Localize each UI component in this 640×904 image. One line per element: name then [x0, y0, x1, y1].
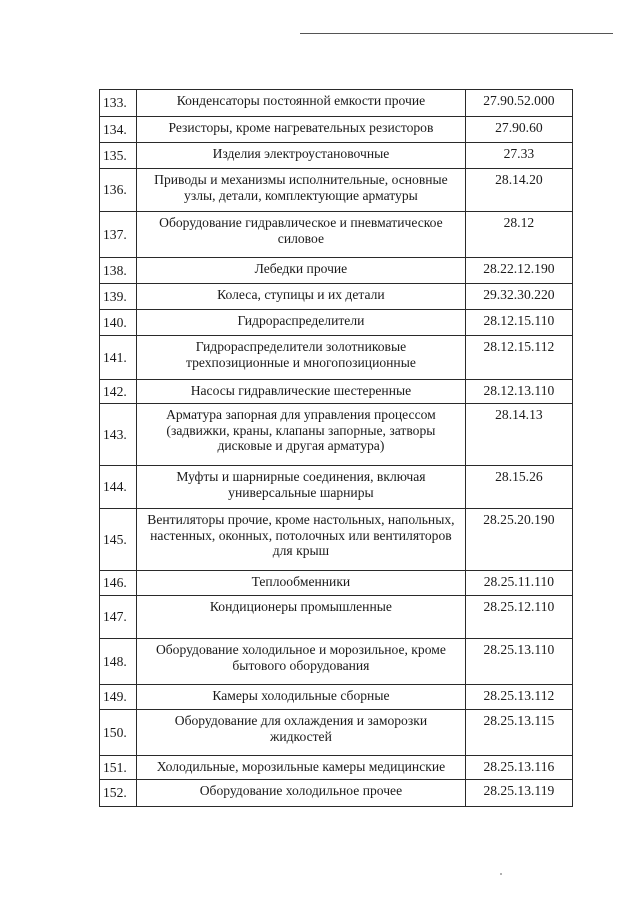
item-name: Колеса, ступицы и их детали: [137, 284, 466, 310]
row-number: 133.: [100, 90, 137, 117]
item-code: 28.12.13.110: [465, 380, 572, 404]
row-number: 152.: [100, 780, 137, 807]
item-code: 29.32.30.220: [465, 284, 572, 310]
item-name: Теплообменники: [137, 571, 466, 596]
table-row: [100, 336, 573, 380]
item-name: Оборудование гидравлическое и пневматическое силовое: [137, 212, 466, 258]
table-row: [100, 380, 573, 404]
table-row: [100, 756, 573, 780]
row-number: 146.: [100, 571, 137, 596]
item-code: 28.25.13.119: [465, 780, 572, 807]
item-code: 28.14.13: [465, 404, 572, 466]
table-row: [100, 284, 573, 310]
item-name: Камеры холодильные сборные: [137, 685, 466, 710]
row-number: 150.: [100, 710, 137, 756]
row-number: 148.: [100, 639, 137, 685]
row-number: 145.: [100, 509, 137, 571]
item-code: 28.25.13.116: [465, 756, 572, 780]
item-code: 28.15.26: [465, 466, 572, 509]
item-code: 28.25.11.110: [465, 571, 572, 596]
row-number: 137.: [100, 212, 137, 258]
item-code: 28.25.12.110: [465, 596, 572, 639]
item-name: Оборудование холодильное прочее: [137, 780, 466, 807]
item-name: Арматура запорная для управления процессом (задвижки, краны, клапаны запорные, затворы дисковые и другая арматура): [137, 404, 466, 466]
item-name: Резисторы, кроме нагревательных резисторов: [137, 117, 466, 143]
item-name: Кондиционеры промышленные: [137, 596, 466, 639]
row-number: 134.: [100, 117, 137, 143]
item-code: 27.33: [465, 143, 572, 169]
item-name: Оборудование для охлаждения и заморозки жидкостей: [137, 710, 466, 756]
item-code: 28.25.20.190: [465, 509, 572, 571]
table-row: [100, 258, 573, 284]
item-name: Насосы гидравлические шестеренные: [137, 380, 466, 404]
item-code: 28.12.15.112: [465, 336, 572, 380]
item-name: Холодильные, морозильные камеры медицинские: [137, 756, 466, 780]
table-row: [100, 310, 573, 336]
row-number: 142.: [100, 380, 137, 404]
item-code: 28.25.13.112: [465, 685, 572, 710]
row-number: 143.: [100, 404, 137, 466]
item-name: Вентиляторы прочие, кроме настольных, напольных, настенных, оконных, потолочных или вентиляторов для крыш: [137, 509, 466, 571]
item-code: 28.25.13.115: [465, 710, 572, 756]
row-number: 151.: [100, 756, 137, 780]
scan-speck: [500, 873, 502, 875]
header-rule: [300, 33, 613, 34]
item-code: 27.90.60: [465, 117, 572, 143]
item-name: Гидрораспределители: [137, 310, 466, 336]
row-number: 138.: [100, 258, 137, 284]
table-row: [100, 90, 573, 117]
table-row: [100, 466, 573, 509]
table-row: [100, 639, 573, 685]
item-name: Конденсаторы постоянной емкости прочие: [137, 90, 466, 117]
item-code: 28.25.13.110: [465, 639, 572, 685]
row-number: 136.: [100, 169, 137, 212]
row-number: 141.: [100, 336, 137, 380]
table-row: [100, 685, 573, 710]
table-row: [100, 143, 573, 169]
item-name: Приводы и механизмы исполнительные, основные узлы, детали, комплектующие арматуры: [137, 169, 466, 212]
item-name: Лебедки прочие: [137, 258, 466, 284]
table-row: [100, 710, 573, 756]
row-number: 144.: [100, 466, 137, 509]
table-row: [100, 117, 573, 143]
table-row: [100, 596, 573, 639]
table-row: [100, 404, 573, 466]
item-name: Оборудование холодильное и морозильное, кроме бытового оборудования: [137, 639, 466, 685]
table-row: [100, 169, 573, 212]
row-number: 139.: [100, 284, 137, 310]
table-row: [100, 509, 573, 571]
item-name: Гидрораспределители золотниковые трехпозиционные и многопозиционные: [137, 336, 466, 380]
table-row: [100, 571, 573, 596]
equipment-code-table: [99, 89, 573, 807]
row-number: 149.: [100, 685, 137, 710]
row-number: 147.: [100, 596, 137, 639]
item-name: Изделия электроустановочные: [137, 143, 466, 169]
row-number: 135.: [100, 143, 137, 169]
item-code: 28.22.12.190: [465, 258, 572, 284]
item-code: 28.12.15.110: [465, 310, 572, 336]
item-code: 27.90.52.000: [465, 90, 572, 117]
item-code: 28.14.20: [465, 169, 572, 212]
item-code: 28.12: [465, 212, 572, 258]
table-row: [100, 212, 573, 258]
item-name: Муфты и шарнирные соединения, включая универсальные шарниры: [137, 466, 466, 509]
row-number: 140.: [100, 310, 137, 336]
table-row: [100, 780, 573, 807]
